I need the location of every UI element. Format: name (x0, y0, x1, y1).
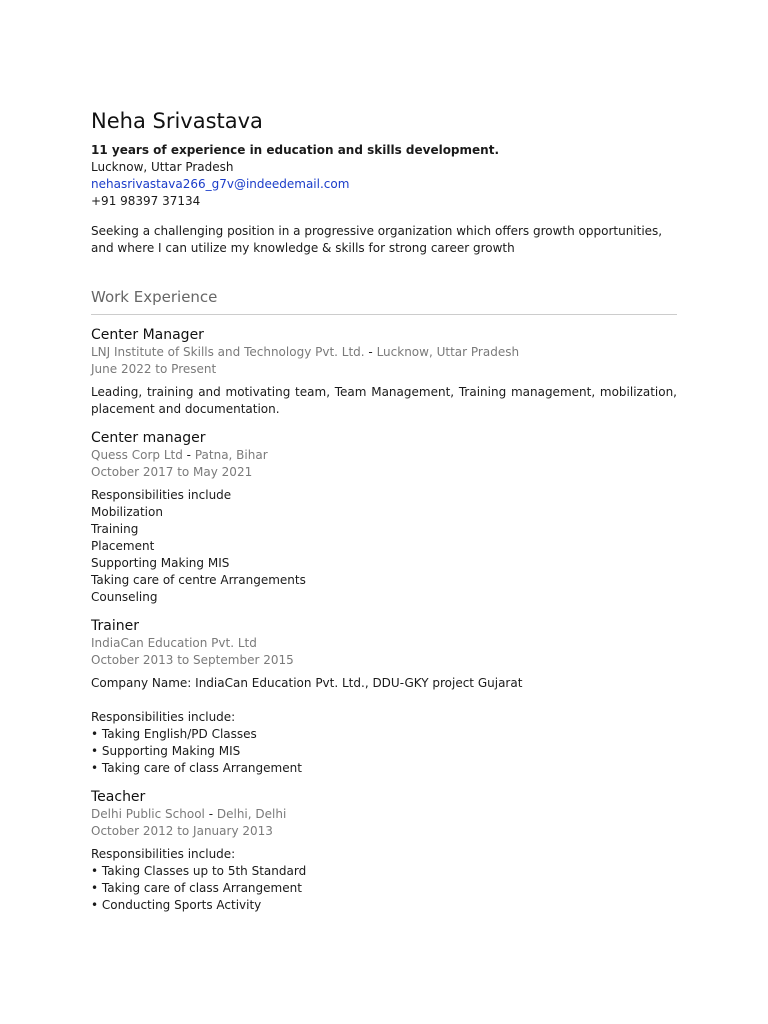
job-description-line: • Conducting Sports Activity (91, 898, 262, 912)
job-description-line: Leading, training and motivating team, Team Management, Training management, mobilization, placement and documentation. (91, 385, 677, 416)
job-description-line: Taking care of centre Arrangements (91, 573, 306, 587)
job-description-line: Responsibilities include: (91, 710, 236, 724)
location: Lucknow, Uttar Pradesh (91, 160, 234, 174)
job-title: Trainer (91, 618, 139, 634)
job-description-line: • Taking English/PD Classes (91, 727, 257, 741)
job-company: IndiaCan Education Pvt. Ltd (91, 636, 257, 650)
job-company: Delhi Public School (91, 807, 205, 821)
job-description (91, 675, 677, 777)
job-description-line: • Taking Classes up to 5th Standard (91, 864, 307, 878)
headline: 11 years of experience in education and skills development. (91, 143, 500, 157)
job-title: Center manager (91, 430, 206, 446)
job-separator: - (182, 448, 195, 462)
job-location: Patna, Bihar (194, 448, 268, 462)
job-location: Delhi, Delhi (216, 807, 287, 821)
job-description-line: • Taking care of class Arrangement (91, 881, 302, 895)
job-description-line: • Taking care of class Arrangement (91, 761, 302, 775)
email-link[interactable]: nehasrivastava266_g7v@indeedemail.com (91, 177, 350, 191)
job-entry (91, 788, 677, 914)
job-description-line (91, 692, 677, 709)
job-description (91, 384, 677, 418)
section-divider (91, 314, 677, 315)
job-dates: October 2012 to January 2013 (91, 824, 273, 838)
job-title: Teacher (91, 789, 146, 805)
phone: +91 98397 37134 (91, 194, 201, 208)
job-company: LNJ Institute of Skills and Technology Pvt. Ltd. (91, 345, 365, 359)
job-title: Center Manager (91, 327, 204, 343)
job-company: Quess Corp Ltd (91, 448, 183, 462)
job-entry (91, 429, 677, 606)
job-description-line: Responsibilities include (91, 488, 232, 502)
job-entry (91, 617, 677, 777)
job-dates: October 2017 to May 2021 (91, 465, 253, 479)
job-description-line: Responsibilities include: (91, 847, 236, 861)
job-company-line (91, 344, 677, 361)
job-entry (91, 326, 677, 418)
job-location: Lucknow, Uttar Pradesh (376, 345, 520, 359)
resume-page (91, 108, 677, 914)
job-description-line: Mobilization (91, 505, 163, 519)
job-description-line: Company Name: IndiaCan Education Pvt. Ltd., DDU-GKY project Gujarat (91, 676, 523, 690)
job-description-line: Placement (91, 539, 155, 553)
job-description (91, 846, 677, 914)
candidate-name: Neha Srivastava (91, 109, 263, 133)
job-company-line (91, 635, 677, 652)
job-description-line: Counseling (91, 590, 158, 604)
job-dates: June 2022 to Present (91, 362, 217, 376)
job-description-line: Supporting Making MIS (91, 556, 230, 570)
job-description-line: Training (91, 522, 139, 536)
job-company-line (91, 806, 677, 823)
job-dates: October 2013 to September 2015 (91, 653, 294, 667)
job-company-line (91, 447, 677, 464)
work-experience-list (91, 326, 677, 914)
job-description-line: • Supporting Making MIS (91, 744, 241, 758)
job-separator: - (204, 807, 217, 821)
job-separator: - (364, 345, 377, 359)
job-description (91, 487, 677, 606)
section-title-work-experience: Work Experience (91, 288, 218, 306)
summary: Seeking a challenging position in a progressive organization which offers growth opportunities, and where I can utilize my knowledge & skills for strong career growth (91, 224, 663, 255)
